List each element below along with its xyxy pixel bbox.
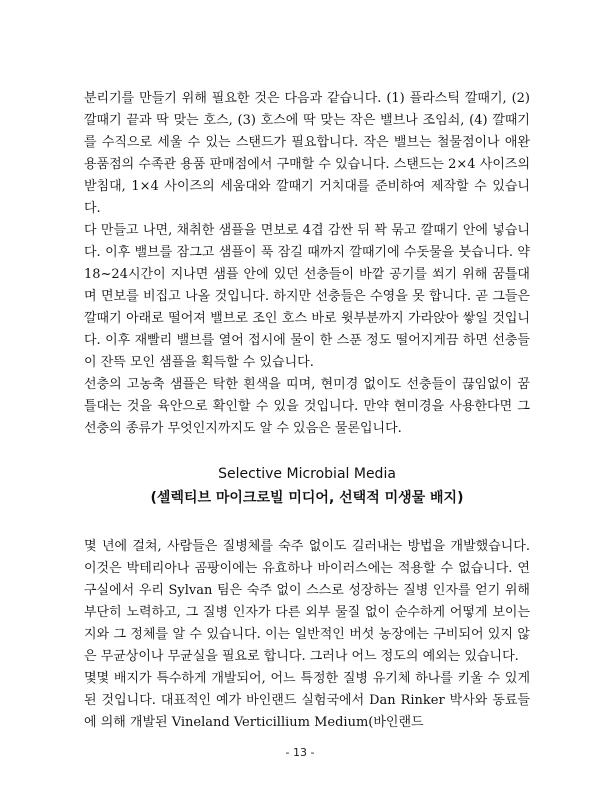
section-spacer [84,440,530,462]
paragraph-separator-materials: 분리기를 만들기 위해 필요한 것은 다음과 같습니다. (1) 플라스틱 깔때기, (2) 깔때기 끝과 딱 맞는 호스, (3) 호스에 딱 맞는 작은 밸브나 조임쇠, (4) 깔때기를 수직으로 세울 수 있는 스탠드가 필요합니다. 작은 밸브는 철물점이나 애완용품점의 수족관 용품 판매점에서 구매할 수 있습니다. 스탠드는 2×4 사이즈의 받침대, 1×4 사이즈의 세움대와 깔때기 거치대를 준비하여 제작할 수 있습니다. [84,91,530,216]
heading-spacer [84,510,530,536]
paragraph-media-intro: 몇 년에 걸쳐, 사람들은 질병체를 숙주 없이도 길러내는 방법을 개발했습니다. 이것은 박테리아나 곰팡이에는 유효하나 바이러스에는 적용할 수 없습니다. 연구실에서 우리 Sylvan 팀은 숙주 없이 스스로 성장하는 질병 인자를 얻기 위해 부단히 노력하고, 그 질병 인자가 다른 외부 물질 없이 순수하게 어떻게 보이는지와 그 정체를 알 수 있습니다. 이는 일반적인 버섯 농장에는 구비되어 있지 않은 무균상이나 무균실을 필요로 합니다. 그러나 어느 정도의 예외는 있습니다. [84,539,530,664]
paragraph-nematode-sample: 선충의 고농축 샘플은 탁한 흰색을 띠며, 현미경 없이도 선충들이 끊임없이 꿈틀대는 것을 육안으로 확인할 수 있을 것입니다. 만약 현미경을 사용한다면 그 선충의 종류가 무엇인지까지도 알 수 있음은 물론입니다. [84,377,530,436]
paragraph-media-examples: 몇몇 배지가 특수하게 개발되어, 어느 특정한 질병 유기체 하나를 키울 수 있게 된 것입니다. 대표적인 예가 바인랜드 실험국에서 Dan Rinker 박사와 동료들에 의해 개발된 Vineland Verticillium Medium(바인랜드 [84,671,530,730]
section-heading-korean: (셀렉티브 마이크로빌 미디어, 선택적 미생물 배지) [150,490,464,506]
paragraph-separator-procedure: 다 만들고 나면, 채취한 샘플을 면보로 4겹 감싼 뒤 꽉 묶고 깔때기 안에 넣습니다. 이후 밸브를 잠그고 샘플이 푹 잠길 때까지 깔때기에 수돗물을 붓습니다. 약 18~24시간이 지나면 샘플 안에 있던 선충들이 바깥 공기를 쐬기 위해 꿈틀대며 면보를 비집고 나올 것입니다. 하지만 선충들은 수영을 못 합니다. 곧 그들은 깔때기 아래로 떨어져 밸브로 조인 호스 바로 윗부분까지 가라앉아 쌓일 것입니다. 이후 재빨리 밸브를 열어 접시에 물이 한 스푼 정도 떨어지게끔 하면 선충들이 잔뜩 모인 샘플을 획득할 수 있습니다. [84,223,530,370]
page-number: - 13 - [285,746,315,759]
section-heading-english: Selective Microbial Media [218,466,396,482]
